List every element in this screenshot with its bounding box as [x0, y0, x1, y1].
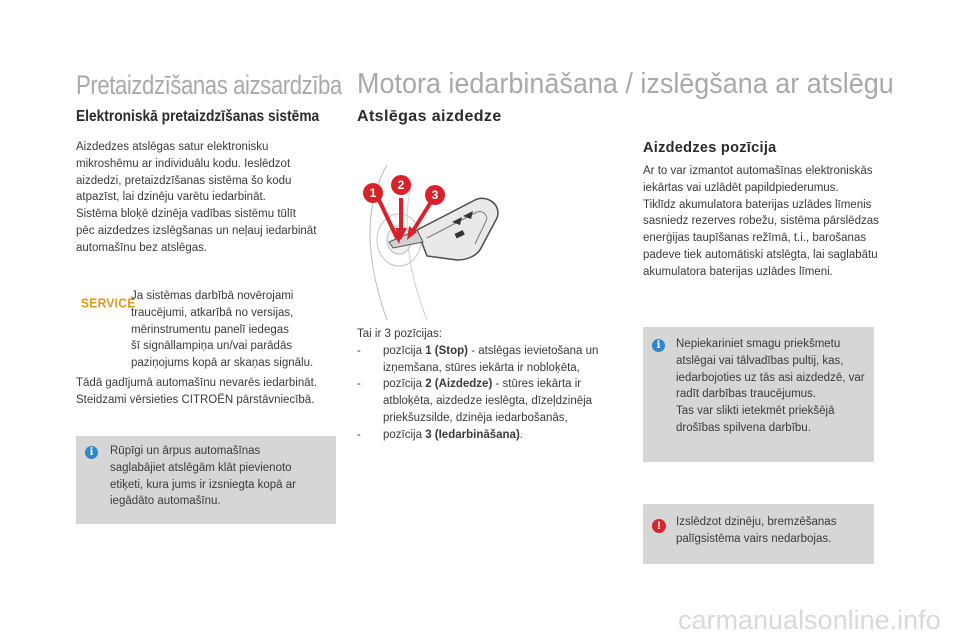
ignition-position-subtitle: Aizdedzes pozīcija: [643, 140, 777, 156]
position-item-3: - pozīcija 3 (Iedarbināšana).: [357, 428, 523, 441]
position-item-1: - pozīcija 1 (Stop) - atslēgas ievietošana un izņemšana, stūres iekārta ir nobloķēta,: [357, 344, 599, 374]
service-lamp-description: Ja sistēmas darbībā novērojami traucējumi, atkarībā no versijas, mērinstrumentu panelī iedegas šī signāllampiņa un/vai parādās paziņojums kopā ar skaņas signālu.: [131, 290, 314, 370]
left-info-box: [76, 436, 336, 524]
left-paragraph-2: Tādā gadījumā automašīnu nevarēs iedarbināt. Steidzami vērsieties CITROËN pārstāvniecībā.: [76, 377, 318, 406]
callout-3: 3: [425, 185, 445, 205]
positions-description: [357, 326, 627, 444]
watermark: carmanualsonline.info: [678, 605, 941, 635]
service-warning-lamp-icon: SERVICE: [81, 295, 136, 311]
right-warning-box-text: Izslēdzot dzinēju, bremzēšanas palīgsistēma vairs nedarbojas.: [676, 516, 837, 545]
info-icon: i: [85, 446, 98, 459]
position-item-2: - pozīcija 2 (Aizdedze) - stūres iekārta ir atbloķēta, aizdedze ieslēgta, dīzeļdzinēja priekšuzsilde, dzinēja iedarbošanās,: [357, 378, 593, 424]
right-warning-box: [643, 504, 874, 564]
positions-list: [357, 343, 627, 444]
callout-1: 1: [363, 183, 383, 203]
right-paragraph: Ar to var izmantot automašīnas elektroniskās iekārtas vai uzlādēt papildpiederumus. Tiklīdz akumulatora baterijas uzlādes līmenis sasniedz rezerves robežu, sistēma pārslēdzas enerģijas taupīšanas režīmā, t.i., barošanas padeve tiek automātiski atslēgta, lai saglabātu akumulatora baterijas uzlādes līmeni.: [643, 165, 879, 278]
exclamation-icon: !: [652, 519, 666, 533]
left-info-box-text: Rūpīgi un ārpus automašīnas saglabājiet atslēgām klāt pievienoto etiķeti, kura jums ir izsniegta kopā ar iegādāto automašīnu.: [110, 445, 296, 508]
key-ignition-illustration: [357, 160, 507, 320]
right-info-box: [643, 327, 874, 462]
left-page-title: Pretaizdzīšanas aizsardzība: [76, 70, 342, 100]
positions-intro: Tai ir 3 pozīcijas:: [357, 328, 443, 340]
info-icon: i: [652, 339, 665, 352]
right-info-box-text: Nepiekariniet smagu priekšmetu atslēgai vai tālvadības pultij, kas, iedarbojoties uz tās asi aizdedzē, var radīt darbības traucējumus. Tas var slikti ietekmēt priekšējā drošības spilvena darbību.: [676, 338, 865, 434]
left-paragraph-1: Aizdedzes atslēgas satur elektronisku mikroshēmu ar individuālu kodu. Ieslēdzot aizdedzi, pretaizdzīšanas sistēma šo kodu atpazīst, lai dzinēju varētu iedarbināt. Sistēma bloķē dzinēja vadības sistēmu tūlīt pēc aizdedzes izslēgšanas un neļauj iedarbināt automašīnu bez atslēgas.: [76, 141, 317, 254]
left-section-subtitle: Elektroniskā pretaizdzīšanas sistēma: [76, 108, 320, 125]
main-page-title: Motora iedarbināšana / izslēgšana ar atslēgu: [357, 68, 894, 100]
callout-2: 2: [391, 175, 411, 195]
key-fob-drawing: [357, 160, 507, 320]
ignition-switch-subtitle: Atslēgas aizdedze: [357, 108, 502, 125]
